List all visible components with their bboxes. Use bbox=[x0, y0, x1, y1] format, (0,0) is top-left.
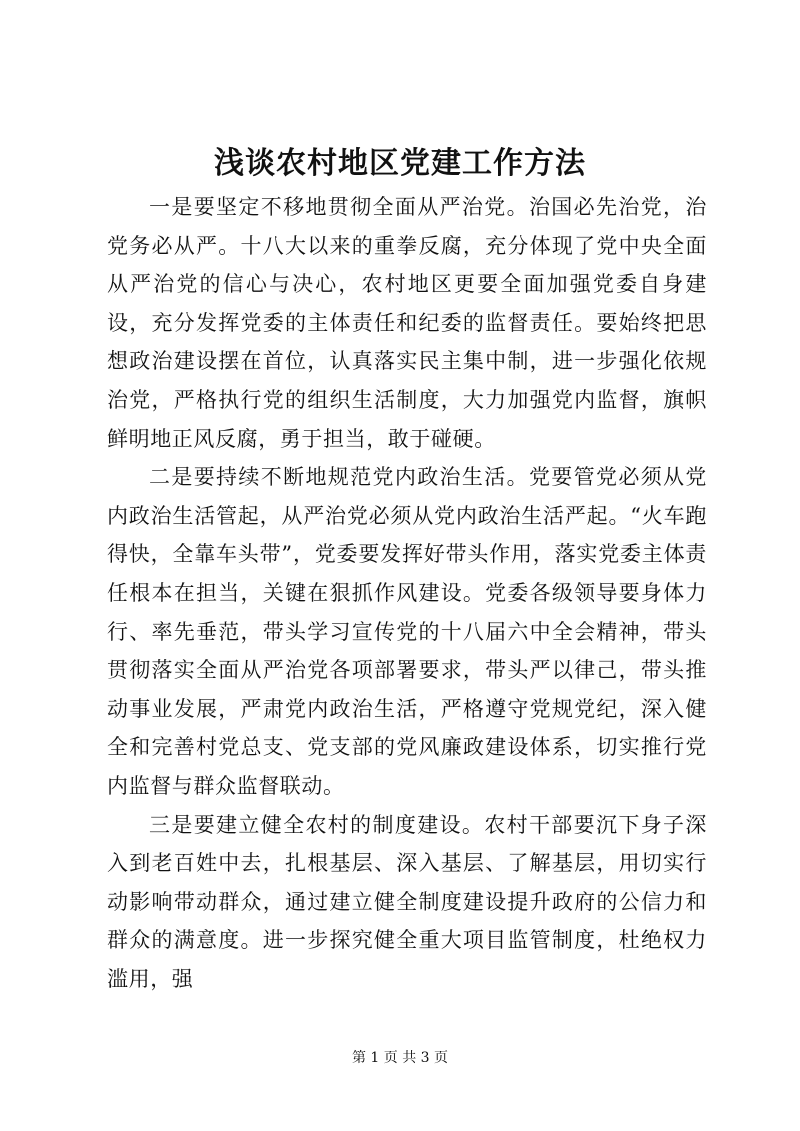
page-footer: 第 1 页 共 3 页 bbox=[351, 1050, 449, 1066]
paragraph-1: 一是要坚定不移地贯彻全面从严治党。治国必先治党，治党务必从严。十八大以来的重拳反腐，充分体现了党中央全面从严治党的信心与决心，农村地区更要全面加强党委自身建设，充分发挥党委的主体责任和纪委的监督责任。要始终把思想政治建设摆在首位，认真落实民主集中制，进一步强化依规治党，严格执行党的组织生活制度，大力加强党内监督，旗帜鲜明地正风反腐，勇于担当，敢于碰硬。 bbox=[107, 195, 707, 451]
paragraph-2: 二是要持续不断地规范党内政治生活。党要管党必须从党内政治生活管起，从严治党必须从党内政治生活严起。“火车跑得快，全靠车头带”，党委要发挥好带头作用，落实党委主体责任根本在担当，关键在狠抓作风建设。党委各级领导要身体力行、率先垂范，带头学习宣传党的十八届六中全会精神，带头贯彻落实全面从严治党各项部署要求，带头严以律己，带头推动事业发展，严肃党内政治生活，严格遵守党规党纪，深入健全和完善村党总支、党支部的党风廉政建设体系，切实推行党内监督与群众监督联动。 bbox=[107, 465, 707, 798]
paragraph-3: 三是要建立健全农村的制度建设。农村干部要沉下身子深入到老百姓中去，扎根基层、深入基层、了解基层，用切实行动影响带动群众，通过建立健全制度建设提升政府的公信力和群众的满意度。进一步探究健全重大项目监管制度，杜绝权力滥用，强 bbox=[107, 812, 707, 991]
document-title: 浅谈农村地区党建工作方法 bbox=[214, 146, 586, 181]
document-body bbox=[107, 188, 707, 998]
